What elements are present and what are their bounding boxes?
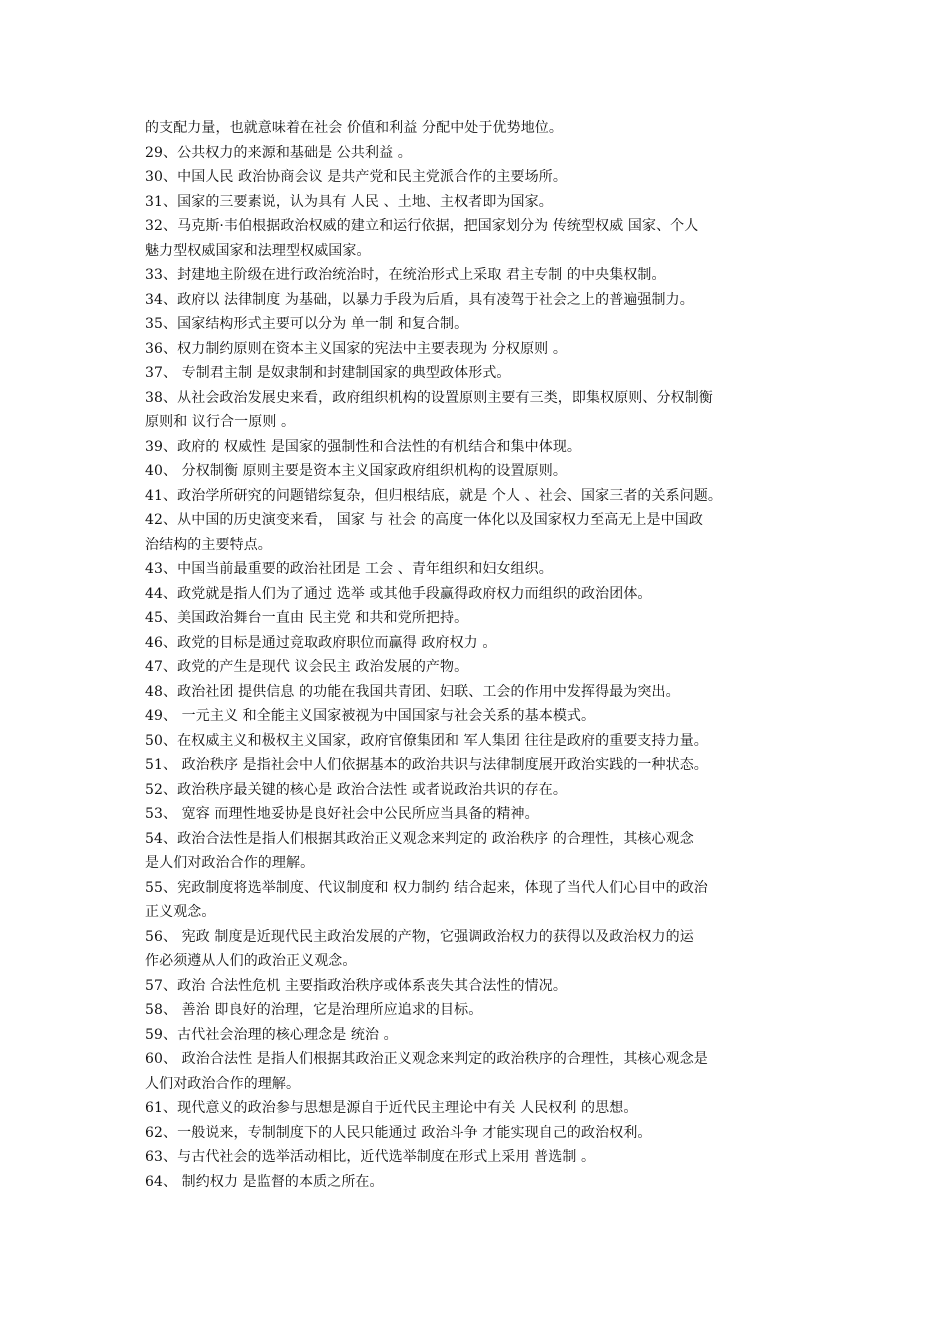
text-line: 41、政治学所研究的问题错综复杂，但归根结底，就是 个人 、社会、国家三者的关系问题。 [145,487,723,504]
text-line: 治结构的主要特点。 [145,536,272,553]
text-line: 64、 制约权力 是监督的本质之所在。 [145,1173,384,1190]
text-line: 46、政党的目标是通过竞取政府职位而赢得 政府权力 。 [145,634,497,651]
text-line: 58、 善治 即良好的治理，它是治理所应追求的目标。 [145,1002,483,1018]
text-line: 47、政党的产生是现代 议会民主 政治发展的产物。 [145,659,469,675]
text-line: 39、政府的 权威性 是国家的强制性和合法性的有机结合和集中体现。 [145,438,582,455]
text-line: 54、政治合法性是指人们根据其政治正义观念来判定的 政治秩序 的合理性，其核心观念 [145,830,694,847]
text-line: 48、政治社团 提供信息 的功能在我国共青团、妇联、工会的作用中发挥得最为突出。 [145,683,680,700]
text-line: 是人们对政治合作的理解。 [145,855,315,871]
text-line: 36、权力制约原则在资本主义国家的宪法中主要表现为 分权原则 。 [145,340,567,357]
text-line: 60、 政治合法性 是指人们根据其政治正义观念来判定的政治秩序的合理性，其核心观念是 [145,1051,708,1067]
text-line: 38、从社会政治发展史来看，政府组织机构的设置原则主要有三类，即集权原则、分权制衡 [145,389,713,406]
text-line: 57、政治 合法性危机 主要指政治秩序或体系丧失其合法性的情况。 [145,977,567,994]
text-line: 人们对政治合作的理解。 [145,1075,301,1092]
text-line: 55、宪政制度将选举制度、代议制度和 权力制约 结合起来，体现了当代人们心目中的政治 [145,879,708,896]
text-line: 40、 分权制衡 原则主要是资本主义国家政府组织机构的设置原则。 [145,463,567,479]
text-line: 原则和 议行合一原则 。 [145,414,296,430]
text-line: 的支配力量，也就意味着在社会 价值和利益 分配中处于优势地位。 [145,120,563,136]
text-line: 42、从中国的历史演变来看， 国家 与 社会 的高度一体化以及国家权力至高无上是中国政 [145,512,703,528]
text-line: 31、国家的三要素说，认为具有 人民 、土地、主权者即为国家。 [145,193,553,210]
text-line: 30、中国人民 政治协商会议 是共产党和民主党派合作的主要场所。 [145,169,567,185]
text-line: 34、政府以 法律制度 为基础，以暴力手段为后盾，具有凌驾于社会之上的普遍强制力。 [145,291,694,308]
text-line: 43、中国当前最重要的政治社团是 工会 、青年组织和妇女组织。 [145,561,553,577]
text-line: 32、马克斯·韦伯根据政治权威的建立和运行依据，把国家划分为 传统型权威 国家、个人 [145,218,699,234]
text-line: 52、政治秩序最关键的核心是 政治合法性 或者说政治共识的存在。 [145,781,567,798]
text-line: 63、与古代社会的选举活动相比，近代选举制度在形式上采用 普选制 。 [145,1149,596,1165]
text-line: 作必须遵从人们的政治正义观念。 [145,953,357,969]
text-line: 62、一般说来，专制制度下的人民只能通过 政治斗争 才能实现自己的政治权利。 [145,1124,652,1141]
text-line: 45、美国政治舞台一直由 民主党 和共和党所把持。 [145,610,469,626]
text-line: 51、 政治秩序 是指社会中人们依据基本的政治共识与法律制度展开政治实践的一种状态。 [145,757,708,773]
text-line: 49、 一元主义 和全能主义国家被视为中国国家与社会关系的基本模式。 [145,708,596,724]
text-line: 魅力型权威国家和法理型权威国家。 [145,242,371,259]
text-line: 53、 宽容 而理性地妥协是良好社会中公民所应当具备的精神。 [145,806,539,822]
text-line: 正义观念。 [145,904,216,920]
text-line: 35、国家结构形式主要可以分为 单一制 和复合制。 [145,316,469,332]
text-line: 61、现代意义的政治参与思想是源自于近代民主理论中有关 人民权利 的思想。 [145,1100,638,1116]
text-line: 29、公共权力的来源和基础是 公共利益 。 [145,144,412,161]
text-line: 44、政党就是指人们为了通过 选举 或其他手段赢得政府权力而组织的政治团体。 [145,585,652,602]
text-line: 56、 宪政 制度是近现代民主政治发展的产物，它强调政治权力的获得以及政治权力的运 [145,928,694,945]
text-line: 33、封建地主阶级在进行政治统治时，在统治形式上采取 君主专制 的中央集权制。 [145,267,666,283]
text-line: 59、古代社会治理的核心理念是 统治 。 [145,1026,398,1043]
text-line: 50、在权威主义和极权主义国家，政府官僚集团和 军人集团 往往是政府的重要支持力量。 [145,732,708,749]
text-line: 37、 专制君主制 是奴隶制和封建制国家的典型政体形式。 [145,365,511,381]
